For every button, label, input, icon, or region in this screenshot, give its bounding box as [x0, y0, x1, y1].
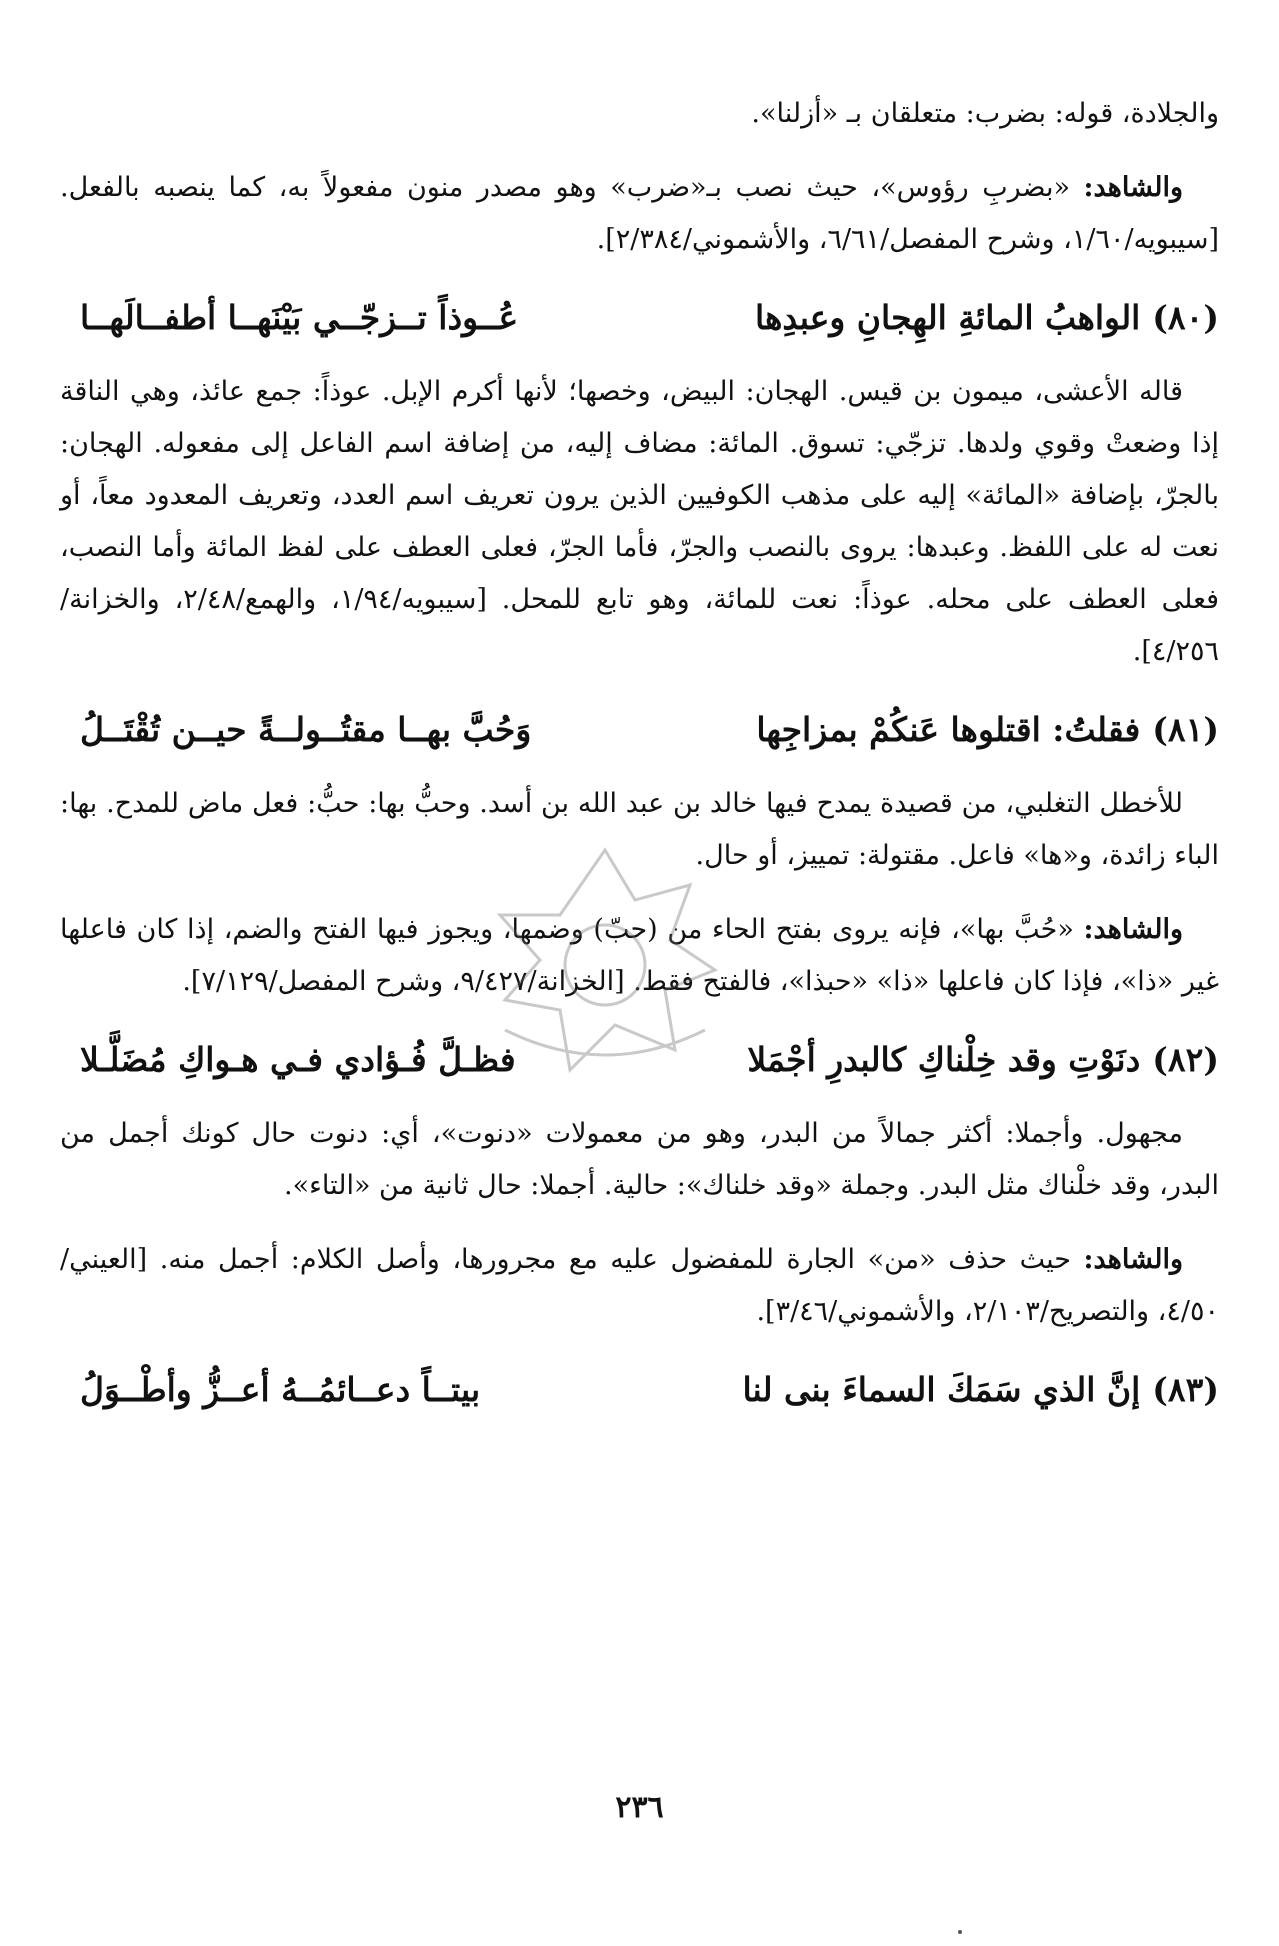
shahid-paragraph — [60, 162, 1219, 266]
verse-first-hemistich — [755, 288, 1219, 348]
paragraph-text: للأخطل التغلبي، من قصيدة يمدح فيها خالد بن عبد الله بن أسد. وحبُّ بها: حبُّ: فعل ماض للمدح. بها: الباء زائدة، و«ها» فاعل. مقتولة: تمييز، أو حال. — [60, 788, 1219, 871]
library-seal-watermark — [475, 840, 735, 1090]
verse-first-hemistich — [743, 1360, 1220, 1420]
speck — [958, 1930, 962, 1934]
paragraph-text: والجلادة، قوله: بضرب: متعلقان بـ «أزلنا». — [751, 98, 1219, 129]
shahid-paragraph — [60, 1234, 1219, 1338]
verse-first-hemistich — [747, 1030, 1219, 1090]
verse-first-text: دنَوْتِ وقد خِلْناكِ كالبدرِ أجْمَلا — [747, 1040, 1141, 1079]
verse-number: (٨١) — [1152, 710, 1219, 749]
verse-first-text: الواهبُ المائةِ الهِجانِ وعبدِها — [754, 298, 1141, 337]
commentary-paragraph — [60, 366, 1219, 678]
commentary-paragraph — [60, 88, 1219, 140]
verse-second-hemistich: عُــوذاً تــزجّــي بَيْنَهــا أطفــالَهــا — [80, 298, 519, 337]
commentary-paragraph — [60, 1108, 1219, 1212]
paragraph-text: مجهول. وأجملا: أكثر جمالاً من البدر، وهو من معمولات «دنوت»، أي: دنوت حال كونك أجمل من البدر، وقد خلْناك مثل البدر. وجملة «وقد خلناك»: حالية. أجملا: حال ثانية من «التاء». — [60, 1118, 1219, 1201]
verse-number: (٨٣) — [1152, 1370, 1219, 1409]
paragraph-lead: والشاهد: — [1083, 1244, 1183, 1275]
paragraph-text: «بضربِ رؤوس»، حيث نصب بـ«ضرب» وهو مصدر منون مفعولاً به، كما ينصبه بالفعل. [سيبويه/١/٦٠، وشرح المفصل/٦/٦١، والأشموني/٢/٣٨٤]. — [60, 172, 1219, 255]
verse-first-hemistich — [756, 700, 1219, 760]
paragraph-lead: والشاهد: — [1083, 914, 1183, 945]
verse-first-text: إنَّ الذي سَمَكَ السماءَ بنى لنا — [742, 1370, 1141, 1409]
page-number: ٢٣٦ — [615, 1790, 664, 1825]
verse-line — [60, 288, 1219, 348]
page-content — [60, 88, 1219, 1420]
verse-second-hemistich: بيتــاً دعــائمُــهُ أعــزُّ وأطْــوَلُ — [80, 1370, 481, 1409]
verse-line — [60, 700, 1219, 760]
verse-second-hemistich: فظـلَّ فُـؤادي فـي هـواكِ مُضَلَّـلا — [80, 1040, 516, 1079]
verse-first-text: فقلتُ: اقتلوها عَنكُمْ بمزاجِها — [756, 710, 1141, 749]
paragraph-lead: والشاهد: — [1083, 172, 1183, 203]
verse-number: (٨٠) — [1152, 298, 1219, 337]
verse-line — [60, 1360, 1219, 1420]
verse-number: (٨٢) — [1152, 1040, 1219, 1079]
verse-second-hemistich: وَحُبَّ بهــا مقتُــولــةً حيــن تُقْتَــلُ — [80, 710, 532, 749]
paragraph-text: حيث حذف «من» الجارة للمفضول عليه مع مجرورها، وأصل الكلام: أجمل منه. [العيني/٤/٥٠، والتصريح/٢/١٠٣، والأشموني/٣/٤٦]. — [60, 1244, 1219, 1327]
paragraph-text: قاله الأعشى، ميمون بن قيس. الهجان: البيض، وخصها؛ لأنها أكرم الإبل. عوذاً: جمع عائذ، وهي الناقة إذا وضعتْ وقوي ولدها. تزجّي: تسوق. المائة: مضاف إليه، من إضافة اسم الفاعل إلى مفعوله. الهجان: بالجرّ، بإضافة «المائة» إليه على مذهب الكوفيين الذين يرون تعريف اسم العدد، وتعريف المعدود معاً، أو نعت له على اللفظ. وعبدها: يروى بالنصب والجرّ، فأما الجرّ، فعلى العطف على لفظ المائة وأما النصب، فعلى العطف على محله. عوذاً: نعت للمائة، وهو تابع للمحل. [سيبويه/١/٩٤، والهمع/٢/٤٨، والخزانة/٤/٢٥٦]. — [60, 376, 1219, 667]
paragraph-text: «حُبَّ بها»، فإنه يروى بفتح الحاء من (حبّ) وضمها، ويجوز فيها الفتح والضم، إذا كان فاعلها غير «ذا»، فإذا كان فاعلها «ذا» «حبذا»، فالفتح فقط. [الخزانة/٩/٤٢٧، وشرح المفصل/٧/١٢٩]. — [60, 914, 1219, 997]
